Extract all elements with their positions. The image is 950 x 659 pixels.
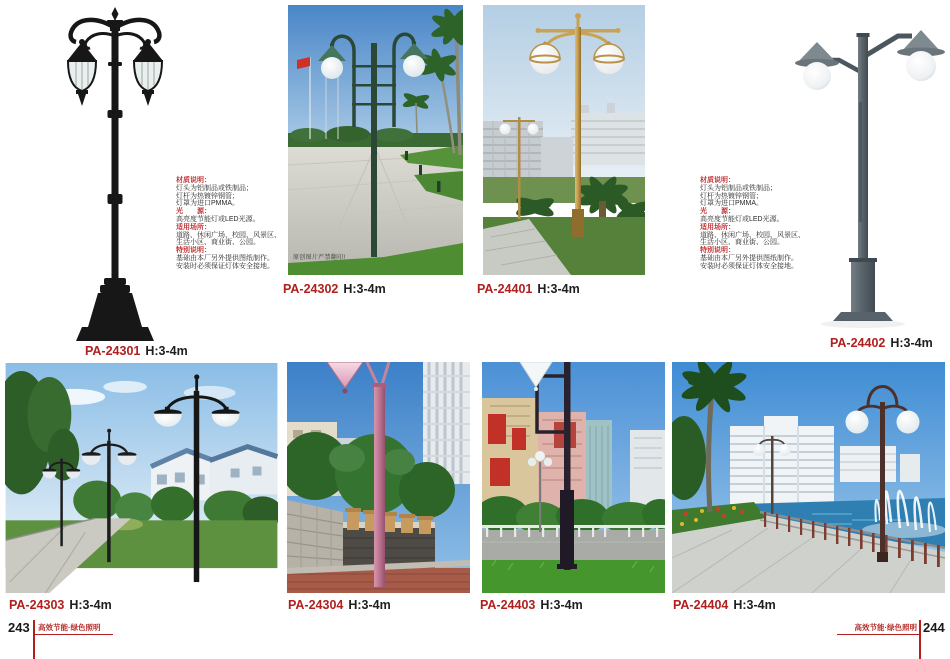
footer-underline-right bbox=[837, 634, 919, 635]
product-height: H:3-4m bbox=[540, 598, 583, 612]
spec-line: 安装时必须保证灯体安全接地。 bbox=[176, 262, 274, 270]
product-height: H:3-4m bbox=[537, 282, 580, 296]
spec-line: 道路、休闲广场、校园、风景区、 bbox=[176, 231, 281, 239]
city-street-scene bbox=[482, 362, 665, 593]
product-photo-pa24401 bbox=[483, 5, 645, 275]
campus-scene bbox=[483, 5, 645, 275]
park-wall-scene bbox=[287, 362, 470, 593]
product-photo-pa24304 bbox=[287, 362, 470, 593]
spec-line: 灯头为铝制品或铁制品； bbox=[700, 184, 777, 192]
product-photo-pa24404 bbox=[672, 362, 945, 593]
spec-line: 高亮度节能灯或LED光源。 bbox=[176, 215, 260, 223]
spec-heading-application: 适用场所： bbox=[176, 223, 211, 231]
product-height: H:3-4m bbox=[343, 282, 386, 296]
product-code: PA-24302 bbox=[283, 282, 339, 296]
product-label-pa24404 bbox=[673, 598, 776, 612]
page-number-left: 243 bbox=[8, 620, 30, 635]
product-height: H:3-4m bbox=[890, 336, 933, 350]
product-label-pa24403 bbox=[480, 598, 583, 612]
product-label-pa24402 bbox=[830, 336, 933, 350]
plaza-scene bbox=[288, 5, 463, 275]
product-label-pa24304 bbox=[288, 598, 391, 612]
lamp-render-pa24402 bbox=[740, 6, 950, 332]
product-code: PA-24304 bbox=[288, 598, 344, 612]
product-label-pa24302 bbox=[283, 282, 386, 296]
modern-double-arm-lamp bbox=[740, 6, 950, 332]
ornate-double-lantern-lamp bbox=[30, 4, 210, 344]
product-photo-pa24403 bbox=[482, 362, 665, 593]
spec-line: 安装时必须保证灯体安全接地。 bbox=[700, 262, 798, 270]
product-code: PA-24402 bbox=[830, 336, 886, 350]
footer-underline-left bbox=[33, 634, 113, 635]
spec-line: 灯头为铝制品或铁制品； bbox=[176, 184, 253, 192]
spec-line: 生活小区、商业街、公园。 bbox=[176, 239, 260, 247]
product-code: PA-24301 bbox=[85, 344, 141, 358]
spec-line: 灯杆为热镀锌钢管； bbox=[700, 192, 763, 200]
product-photo-pa24303 bbox=[5, 363, 278, 593]
product-photo-pa24302 bbox=[288, 5, 463, 275]
spec-heading-light-source: 光 源： bbox=[700, 208, 735, 216]
spec-block-left bbox=[176, 177, 288, 271]
product-code: PA-24303 bbox=[9, 598, 65, 612]
product-code: PA-24404 bbox=[673, 598, 729, 612]
product-height: H:3-4m bbox=[348, 598, 391, 612]
page-number-right: 244 bbox=[923, 620, 945, 635]
spec-heading-material: 材质说明： bbox=[176, 177, 211, 184]
spec-line: 基础由本厂另外提供图纸制作。 bbox=[700, 254, 798, 262]
product-label-pa24401 bbox=[477, 282, 580, 296]
spec-line: 灯罩为进口PMMA。 bbox=[176, 200, 239, 208]
spec-block-right bbox=[700, 177, 812, 271]
spec-heading-material: 材质说明： bbox=[700, 177, 735, 184]
product-height: H:3-4m bbox=[733, 598, 776, 612]
product-label-pa24301 bbox=[85, 344, 188, 358]
spec-line: 生活小区、商业街、公园。 bbox=[700, 239, 784, 247]
footer-divider-right bbox=[919, 620, 921, 659]
photo-watermark: 原创图片严禁翻印! bbox=[293, 255, 346, 261]
waterfront-promenade-scene bbox=[672, 362, 945, 593]
spec-heading-special-note: 特别说明： bbox=[176, 247, 211, 255]
spec-heading-application: 适用场所： bbox=[700, 223, 735, 231]
residential-walkway-scene bbox=[5, 363, 278, 593]
spec-line: 基础由本厂另外提供图纸制作。 bbox=[176, 254, 274, 262]
footer-slogan-left: 高效节能·绿色照明 bbox=[38, 623, 101, 632]
product-height: H:3-4m bbox=[69, 598, 112, 612]
spec-heading-light-source: 光 源： bbox=[176, 208, 211, 216]
product-code: PA-24403 bbox=[480, 598, 536, 612]
footer-divider-left bbox=[33, 620, 35, 659]
product-code: PA-24401 bbox=[477, 282, 533, 296]
product-height: H:3-4m bbox=[145, 344, 188, 358]
spec-heading-special-note: 特别说明： bbox=[700, 247, 735, 255]
lamp-render-pa24301 bbox=[30, 4, 210, 344]
spec-line: 高亮度节能灯或LED光源。 bbox=[700, 215, 784, 223]
product-label-pa24303 bbox=[9, 598, 112, 612]
spec-line: 道路、休闲广场、校园、风景区、 bbox=[700, 231, 805, 239]
spec-line: 灯罩为进口PMMA。 bbox=[700, 200, 763, 208]
spec-line: 灯杆为热镀锌钢管； bbox=[176, 192, 239, 200]
footer-slogan-right: 高效节能·绿色照明 bbox=[854, 623, 917, 632]
